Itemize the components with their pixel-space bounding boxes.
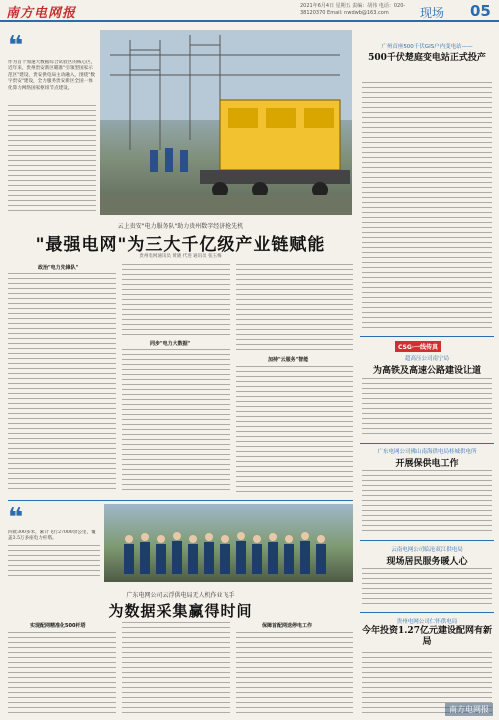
second-intro-lines — [8, 545, 100, 577]
second-subhead-2: 保障首配网送停电工作 — [262, 623, 313, 629]
lead-byline: 贵州电网通讯员 黄晓 代进 通讯员 张玉梅 — [139, 254, 222, 259]
second-body-col3 — [236, 632, 353, 717]
second-subhead-1: 实现配网精准化500杆塔 — [30, 623, 86, 629]
second-intro-text: 四批300多米，累计飞行27000余公里，覆盖3.5万多座电力杆塔。 — [8, 530, 96, 542]
story3-title: 开展保供电工作 — [395, 459, 459, 469]
left-divider — [8, 500, 353, 501]
quote-mark-icon: ❝ — [8, 31, 24, 61]
right-divider-4 — [360, 612, 494, 613]
lead-body-col1 — [8, 273, 116, 493]
lead-intro-lines — [8, 105, 96, 215]
lead-body-col2b — [122, 349, 230, 493]
quote-mark-icon-2: ❝ — [8, 503, 24, 533]
story4-kicker: 云南电网公司临沧双江供电局 — [391, 547, 463, 553]
second-body-col1 — [8, 632, 116, 717]
lead-subhead-1: 政治"电力先锋队" — [38, 265, 79, 271]
story2-body-lines — [362, 378, 492, 438]
story1-body-lines — [362, 82, 492, 332]
lead-subhead-2: 同步"电力大数据" — [150, 341, 191, 347]
right-divider-2 — [360, 443, 494, 444]
lead-kicker: 云上贵安"电力服务队"助力贵州数字经济抢先机 — [117, 223, 244, 230]
story1-kicker: 广州首座500千伏GIS户内变电站—— — [381, 44, 473, 50]
story1-title: 500千伏楚庭变电站正式投产 — [368, 53, 486, 63]
lead-body-col3b — [236, 366, 353, 493]
story3-body-lines — [362, 470, 492, 535]
right-divider-3 — [360, 540, 494, 541]
lead-body-col3a — [236, 264, 353, 354]
story2-title: 为高铁及高速公路建设让道 — [372, 366, 481, 376]
story5-kicker: 贵州电网公司仁怀供电局 — [396, 619, 458, 625]
second-headline: 为数据采集赢得时间 — [108, 602, 253, 620]
publication-info: 2021年6月4日 星期五 责编：胡伟 电话：020-38120370 Email: nwdwb@163.com — [300, 3, 406, 16]
page-number: 05 — [470, 2, 491, 20]
right-divider-1 — [360, 336, 494, 337]
section-name: 现场 — [420, 6, 445, 20]
lead-body-col2a — [122, 264, 230, 339]
story4-title: 现场居民服务暖人心 — [386, 557, 468, 567]
second-body-col2 — [122, 622, 230, 717]
lead-intro-text: 作为首个加速大数据综合试验区的核心区，近年来，贵州贵安新区瞄准"引领型国家示范区"建设，贵安供电局主动融入，围绕"数字贵安"建设，全力服务贵安新区全国一体化算力网络国家枢纽节点建设。 — [8, 60, 96, 91]
story2-kicker: 超高压公司南宁局 — [404, 356, 449, 362]
team-illustration — [104, 504, 353, 582]
second-kicker: 广东电网公司云浮供电局无人机作业飞手 — [126, 592, 235, 599]
story5-title: 今年投资1.27亿元建设配网有新局 — [362, 626, 492, 647]
watermark: 南方电网报 — [445, 703, 493, 716]
lead-subhead-3: 加持"云服务"智能 — [268, 357, 309, 363]
substation-illustration — [100, 30, 352, 215]
story2-badge: CSG·一线传真 — [395, 341, 441, 352]
newspaper-logo: 南方电网报 — [6, 6, 77, 21]
story3-kicker: 广东电网公司佛山南海供电局桂城供电所 — [377, 449, 477, 455]
team-photo — [104, 504, 353, 582]
story4-body-lines — [362, 568, 492, 608]
lead-photo — [100, 30, 352, 215]
lead-headline: "最强电网"为三大千亿级产业链赋能 — [35, 235, 326, 255]
